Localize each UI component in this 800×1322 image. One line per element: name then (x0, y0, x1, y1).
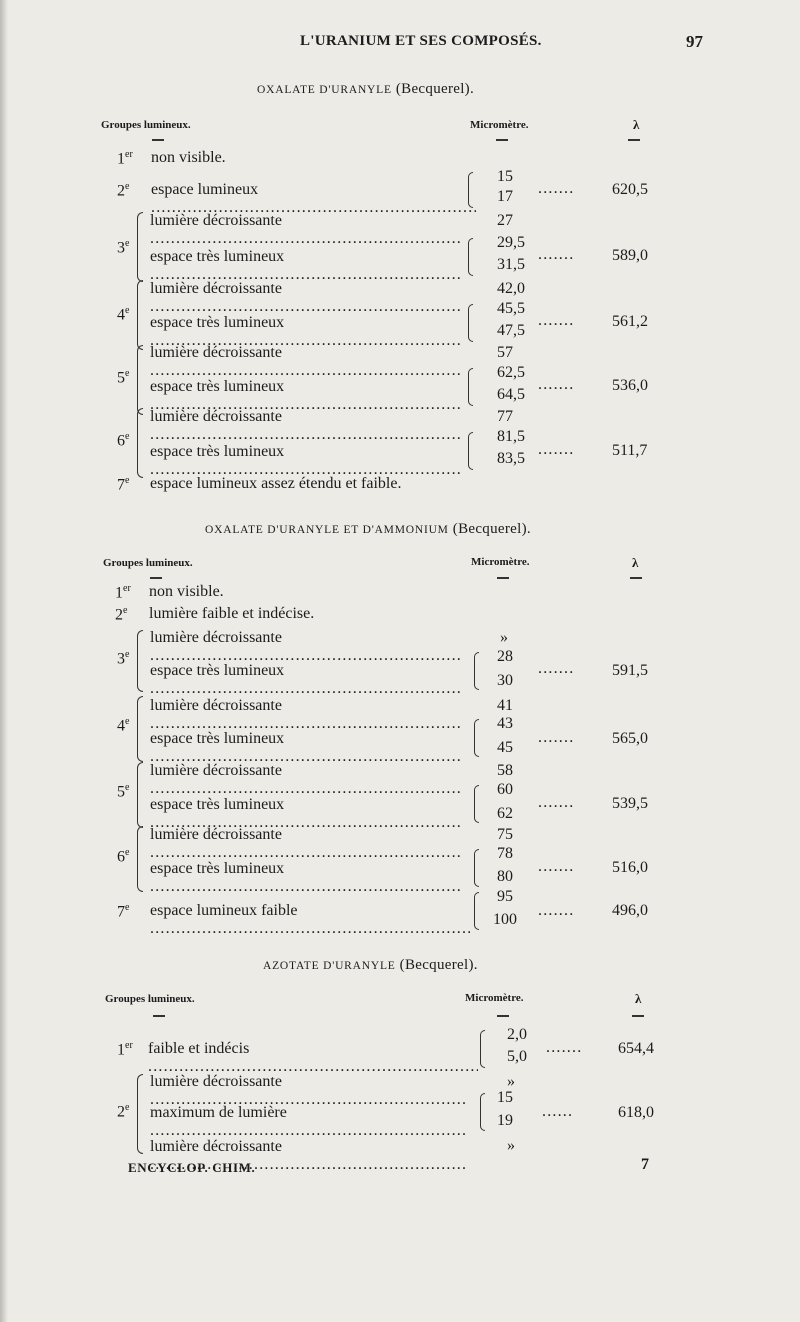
leader-dots: ....... (538, 180, 575, 197)
section-title (205, 521, 531, 538)
group-number: 7e (117, 475, 130, 494)
micrometre-value: 57 (497, 344, 513, 361)
micrometre-brace (474, 785, 479, 823)
table-row (150, 212, 470, 236)
micrometre-value: » (507, 1137, 515, 1154)
column-header-micrometre: Micromètre. (470, 119, 529, 131)
section-title-source: (Becquerel). (395, 81, 475, 97)
section-title (263, 957, 478, 974)
micrometre-value: 43 (497, 715, 513, 732)
micrometre-value: 45 (497, 739, 513, 756)
leader-dots: ...... (542, 1103, 574, 1120)
table-row (150, 280, 470, 304)
section-title (257, 81, 474, 98)
micrometre-value: 30 (497, 672, 513, 689)
group-brace (137, 212, 143, 282)
leader-dots: ....... (538, 376, 575, 393)
micrometre-value: 28 (497, 648, 513, 665)
group-number: 1er (117, 149, 133, 168)
lambda-value: 565,0 (612, 730, 648, 747)
table-row (150, 860, 470, 884)
micrometre-value: 100 (493, 911, 517, 928)
micrometre-value: 47,5 (497, 322, 525, 339)
micrometre-value: 42,0 (497, 280, 525, 297)
micrometre-value: 31,5 (497, 256, 525, 273)
row-label: espace très lumineux (150, 443, 285, 460)
row-label: espace lumineux (151, 181, 259, 198)
table-row (150, 378, 470, 402)
micrometre-value: 27 (497, 212, 513, 229)
row-label: espace très lumineux (150, 378, 285, 395)
micrometre-brace (480, 1030, 485, 1068)
rule-dash (152, 139, 164, 141)
micrometre-brace (480, 1093, 485, 1131)
row-label: lumière décroissante (150, 762, 282, 779)
leader-dots: ....... (538, 794, 575, 811)
table-row (150, 314, 470, 338)
row-label: faible et indécis (148, 1040, 250, 1057)
table-row (117, 181, 657, 205)
table-row (150, 629, 470, 653)
column-header-lambda: λ (632, 555, 639, 570)
leader-dots: ....... (538, 660, 575, 677)
micrometre-brace (474, 719, 479, 757)
table-row (150, 697, 470, 721)
row-label: lumière décroissante (150, 280, 282, 297)
table-row (150, 1073, 480, 1097)
table-row (117, 1040, 477, 1064)
column-header-groups: Groupes lumineux. (105, 993, 195, 1005)
micrometre-brace (468, 172, 473, 208)
micrometre-value: 29,5 (497, 234, 525, 251)
table-row (150, 1138, 480, 1162)
table-row (150, 826, 470, 850)
row-label: lumière décroissante (150, 344, 282, 361)
row-label: espace très lumineux (150, 248, 285, 265)
micrometre-value: 64,5 (497, 386, 525, 403)
group-brace (137, 345, 143, 415)
sheet-number: 7 (641, 1156, 649, 1173)
micrometre-value: 62 (497, 805, 513, 822)
micrometre-value: 2,0 (507, 1026, 527, 1043)
group-brace (137, 630, 143, 692)
group-number: 4e (117, 716, 130, 735)
leader-dots: ....... (538, 441, 575, 458)
micrometre-brace (468, 304, 473, 342)
column-header-micrometre: Micromètre. (465, 992, 524, 1004)
group-brace (137, 408, 143, 478)
row-label: lumière décroissante (150, 1073, 282, 1090)
table-row (150, 730, 470, 754)
table-row (117, 149, 657, 173)
row-label: lumière décroissante (150, 212, 282, 229)
group-number: 6e (117, 847, 130, 866)
group-number: 5e (117, 368, 130, 387)
row-label: espace très lumineux (150, 860, 285, 877)
row-label: espace très lumineux (150, 314, 285, 331)
signature-mark: ENCYCLOP. CHIM. (128, 1160, 256, 1175)
table-row (150, 1104, 480, 1128)
table-row (115, 583, 655, 607)
lambda-value: 561,2 (612, 313, 648, 330)
group-number: 3e (117, 238, 130, 257)
group-brace (137, 696, 143, 762)
micrometre-value: 81,5 (497, 428, 525, 445)
micrometre-brace (474, 849, 479, 887)
lambda-value: 591,5 (612, 662, 648, 679)
micrometre-value: 60 (497, 781, 513, 798)
row-label: lumière décroissante (150, 826, 282, 843)
micrometre-value: 62,5 (497, 364, 525, 381)
micrometre-brace (468, 432, 473, 470)
row-label: espace très lumineux (150, 796, 285, 813)
table-row (150, 762, 470, 786)
lambda-value: 620,5 (612, 181, 648, 198)
micrometre-brace (474, 892, 479, 930)
micrometre-value: 5,0 (507, 1048, 527, 1065)
group-number: 4e (117, 305, 130, 324)
table-row (150, 662, 470, 686)
page-number: 97 (686, 32, 703, 51)
binding-shadow (0, 0, 8, 1322)
group-brace (137, 1074, 143, 1154)
micrometre-value: » (500, 629, 508, 646)
section-title-source: (Becquerel). (399, 957, 478, 973)
group-brace (137, 762, 143, 828)
micrometre-value: 95 (497, 888, 513, 905)
rule-dash (153, 1015, 165, 1017)
micrometre-brace (468, 238, 473, 276)
leader-dots: ....... (538, 858, 575, 875)
table-row (117, 475, 657, 499)
rule-dash (497, 577, 509, 579)
column-header-groups: Groupes lumineux. (101, 119, 191, 131)
row-label: lumière décroissante (150, 629, 282, 646)
row-label: espace très lumineux (150, 730, 285, 747)
group-brace (137, 826, 143, 892)
lambda-value: 618,0 (618, 1104, 654, 1121)
micrometre-value: 77 (497, 408, 513, 425)
group-brace (137, 280, 143, 350)
group-number: 3e (117, 649, 130, 668)
table-row (150, 248, 470, 272)
group-number: 2e (117, 181, 130, 200)
micrometre-value: 75 (497, 826, 513, 843)
micrometre-value: 45,5 (497, 300, 525, 317)
leader-dots: ....... (538, 729, 575, 746)
rule-dash (496, 139, 508, 141)
rule-dash (150, 577, 162, 579)
lambda-value: 516,0 (612, 859, 648, 876)
group-number: 5e (117, 782, 130, 801)
micrometre-value: 41 (497, 697, 513, 714)
lambda-value: 496,0 (612, 902, 648, 919)
column-header-lambda: λ (635, 991, 642, 1006)
running-title: L'URANIUM ET SES COMPOSÉS. (300, 33, 542, 49)
section-title-source: (Becquerel). (452, 521, 531, 537)
table-row (150, 408, 470, 432)
row-label: lumière faible et indécise. (149, 605, 315, 622)
leader-dots: ....... (538, 246, 575, 263)
lambda-value: 536,0 (612, 377, 648, 394)
table-row (150, 443, 470, 467)
micrometre-value: 58 (497, 762, 513, 779)
group-number: 7e (117, 902, 130, 921)
section-title-main: OXALATE D'URANYLE (257, 84, 392, 96)
micrometre-value: 78 (497, 845, 513, 862)
micrometre-value: 19 (497, 1112, 513, 1129)
micrometre-value: 17 (497, 188, 513, 205)
lambda-value: 511,7 (612, 442, 648, 459)
column-header-micrometre: Micromètre. (471, 556, 530, 568)
lambda-value: 589,0 (612, 247, 648, 264)
micrometre-value: 15 (497, 168, 513, 185)
row-label: espace très lumineux (150, 662, 285, 679)
leader-dots: ....... (538, 312, 575, 329)
row-label: lumière décroissante (150, 697, 282, 714)
group-number: 1er (117, 1040, 133, 1059)
row-label: lumière décroissante (150, 408, 282, 425)
rule-dash (632, 1015, 644, 1017)
column-header-groups: Groupes lumineux. (103, 557, 193, 569)
lambda-value: 654,4 (618, 1040, 654, 1057)
row-label: espace lumineux assez étendu et faible. (150, 475, 402, 492)
micrometre-value: 15 (497, 1089, 513, 1106)
rule-dash (497, 1015, 509, 1017)
rule-dash (630, 577, 642, 579)
row-label: non visible. (149, 583, 224, 600)
group-number: 1er (115, 583, 131, 602)
leader-dots: ....... (546, 1039, 583, 1056)
rule-dash (628, 139, 640, 141)
row-label: maximum de lumière (150, 1104, 287, 1121)
lambda-value: 539,5 (612, 795, 648, 812)
leader-dots: ....... (538, 902, 575, 919)
column-header-lambda: λ (633, 117, 640, 132)
micrometre-value: 83,5 (497, 450, 525, 467)
group-number: 6e (117, 431, 130, 450)
table-row (115, 605, 655, 629)
section-title-main: OXALATE D'URANYLE ET D'AMMONIUM (205, 524, 449, 536)
micrometre-value: 80 (497, 868, 513, 885)
group-number: 2e (117, 1102, 130, 1121)
row-label: non visible. (151, 149, 226, 166)
row-label: espace lumineux faible (150, 902, 298, 919)
micrometre-brace (474, 652, 479, 690)
section-title-main: AZOTATE D'URANYLE (263, 960, 396, 972)
table-row (150, 796, 470, 820)
table-row (117, 902, 477, 926)
group-number: 2e (115, 605, 128, 624)
micrometre-value: » (507, 1073, 515, 1090)
row-label: lumière décroissante (150, 1138, 282, 1155)
table-row (150, 344, 470, 368)
micrometre-brace (468, 368, 473, 406)
